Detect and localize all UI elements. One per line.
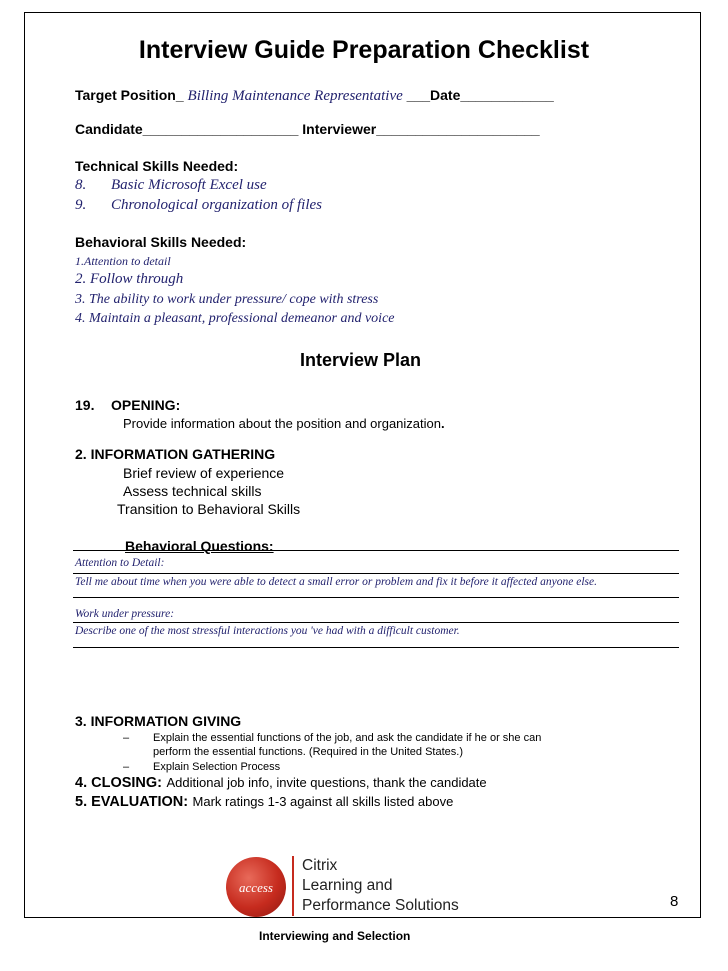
opening-period: . [441,416,445,431]
interview-plan-heading: Interview Plan [300,350,422,370]
info-giving-item: Explain the essential functions of the job, and ask the candidate if he or she can [153,732,542,744]
info-giving-item: Explain Selection Process [153,761,281,773]
technical-skill-item [75,197,322,214]
info-giving-item-cont: perform the essential functions. (Required in the United States.) [153,746,463,758]
info-gathering-heading: 2. INFORMATION GATHERING [75,446,276,462]
technical-skill-number: 8. [75,177,87,193]
technical-skill-text: Chronological organization of files [111,197,322,213]
company-line: Citrix [302,857,338,874]
info-gathering-item: Brief review of experience [123,465,285,481]
company-line: Learning and [302,877,393,894]
closing-text: Additional job info, invite questions, thank the candidate [166,775,487,790]
behavioral-skill-item: 2. Follow through [75,271,184,287]
behavioral-skills-heading: Behavioral Skills Needed: [75,234,247,250]
logo-divider [292,856,294,916]
divider-line [73,550,679,551]
opening-number: 19. [75,397,95,413]
question-category: Attention to Detail: [75,557,165,569]
opening-heading [75,397,180,413]
info-giving-dash: – [123,761,130,773]
evaluation-text: Mark ratings 1-3 against all skills listed above [192,794,454,809]
footer-text: Interviewing and Selection [259,929,411,943]
closing-row [75,774,487,792]
opening-text [123,416,445,431]
question-category: Work under pressure: [75,608,175,620]
date-label: ___Date____________ [406,87,554,103]
page-number: 8 [670,893,679,910]
opening-description: Provide information about the position and organization [123,416,441,431]
divider-line [73,647,679,648]
target-position-row [75,87,554,105]
technical-skill-item [75,177,267,194]
company-line: Performance Solutions [302,897,459,914]
technical-skill-number: 9. [75,197,87,213]
divider-line [73,573,679,574]
info-gathering-item: Transition to Behavioral Skills [117,501,301,517]
target-position-value: Billing Maintenance Representative [187,88,403,104]
page-title: Interview Guide Preparation Checklist [138,36,590,64]
candidate-interviewer-row: Candidate____________________ Interviewer_____________________ [75,121,540,137]
behavioral-skill-item: 1.Attention to detail [75,254,171,268]
divider-line [73,597,679,598]
question-text: Tell me about time when you were able to detect a small error or problem and fix it before it affected anyone else. [75,576,597,588]
evaluation-label: 5. EVALUATION: [75,794,189,810]
technical-skill-text: Basic Microsoft Excel use [111,177,267,193]
divider-line [73,622,679,623]
info-gathering-item: Assess technical skills [123,483,262,499]
behavioral-skill-item: 4. Maintain a pleasant, professional demeanor and voice [75,311,395,326]
behavioral-skill-item: 3. The ability to work under pressure/ cope with stress [75,292,379,307]
info-giving-heading: 3. INFORMATION GIVING [75,713,242,729]
opening-label: OPENING: [111,397,181,413]
closing-label: 4. CLOSING: [75,775,163,791]
question-text: Describe one of the most stressful interactions you 've had with a difficult customer. [75,625,460,637]
company-name [302,856,459,916]
technical-skills-heading: Technical Skills Needed: [75,158,239,174]
target-position-label: Target Position_ [75,87,184,103]
logo-circle-text: access [239,880,273,895]
info-giving-dash: – [123,732,130,744]
evaluation-row [75,793,453,811]
behavioral-questions-heading: Behavioral Questions: [125,538,274,554]
